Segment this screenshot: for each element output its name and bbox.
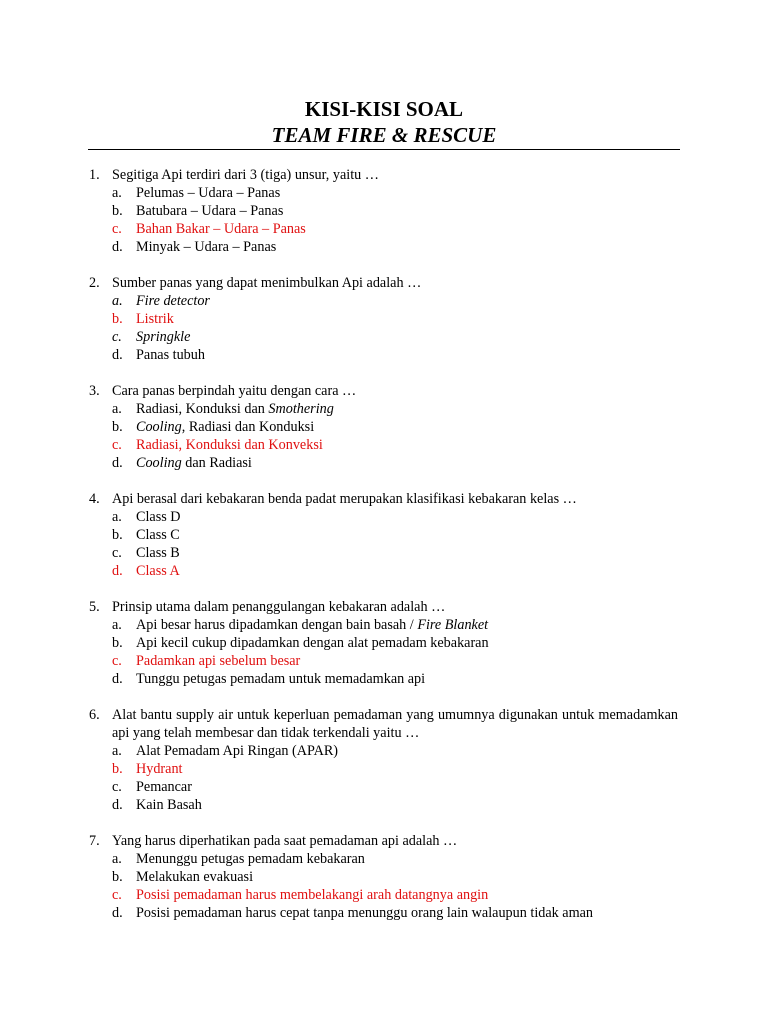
option-text: Cooling	[136, 455, 182, 471]
answer-option	[112, 328, 680, 346]
question-item	[88, 706, 680, 814]
option-text: Menunggu petugas pemadam kebakaran	[136, 851, 365, 867]
option-letter: a.	[112, 851, 122, 867]
answer-option-correct	[112, 886, 680, 904]
option-text: Api kecil cukup dipadamkan dengan alat pemadam kebakaran	[136, 635, 489, 651]
option-letter: d.	[112, 455, 123, 471]
option-text: Listrik	[136, 311, 174, 327]
option-letter: d.	[112, 347, 123, 363]
question-number: 1.	[89, 167, 100, 183]
answer-option-correct	[112, 562, 680, 580]
option-letter: c.	[112, 653, 122, 669]
document-subtitle: TEAM FIRE & RESCUE	[271, 123, 497, 147]
option-text: dan Radiasi	[181, 455, 252, 471]
option-text: Alat Pemadam Api Ringan (APAR)	[136, 743, 339, 759]
answer-option-correct	[112, 220, 680, 238]
answer-option	[112, 904, 680, 922]
answer-option	[112, 202, 680, 220]
option-letter: c.	[112, 437, 122, 453]
question-text: Prinsip utama dalam penanggulangan kebakaran adalah …	[112, 599, 446, 615]
question-number: 7.	[89, 833, 100, 849]
answer-option	[112, 346, 680, 364]
answer-option	[112, 508, 680, 526]
option-letter: b.	[112, 761, 123, 777]
answer-option	[112, 796, 680, 814]
answer-option	[112, 616, 680, 634]
option-letter: b.	[112, 419, 123, 435]
question-text: Api berasal dari kebakaran benda padat merupakan klasifikasi kebakaran kelas …	[112, 491, 577, 507]
answer-option	[112, 544, 680, 562]
option-letter: b.	[112, 311, 123, 327]
question-text: Segitiga Api terdiri dari 3 (tiga) unsur, yaitu …	[112, 167, 379, 183]
option-text: Class C	[136, 527, 180, 543]
answer-option	[112, 850, 680, 868]
question-item	[88, 598, 680, 688]
question-item	[88, 166, 680, 256]
question-item	[88, 490, 680, 580]
option-letter: a.	[112, 293, 123, 309]
option-text: Api besar harus dipadamkan dengan bain basah /	[136, 617, 418, 633]
option-text: Cooling	[136, 419, 182, 435]
question-text: Sumber panas yang dapat menimbulkan Api adalah …	[112, 275, 422, 291]
option-text: Class D	[136, 509, 181, 525]
option-text: Class A	[136, 563, 180, 579]
question-number: 3.	[89, 383, 100, 399]
option-letter: d.	[112, 797, 123, 813]
answer-option	[112, 400, 680, 418]
answer-option	[112, 184, 680, 202]
question-number: 4.	[89, 491, 100, 507]
question-list	[88, 166, 680, 940]
option-letter: a.	[112, 743, 122, 759]
option-text: Fire detector	[136, 293, 210, 309]
answer-option	[112, 454, 680, 472]
option-text: Posisi pemadaman harus cepat tanpa menunggu orang lain walaupun tidak aman	[136, 905, 594, 921]
question-text: Yang harus diperhatikan pada saat pemadaman api adalah …	[112, 833, 458, 849]
option-letter: d.	[112, 563, 123, 579]
answer-option	[112, 418, 680, 436]
option-text: Hydrant	[136, 761, 183, 777]
question-number: 6.	[89, 707, 100, 723]
option-letter: a.	[112, 509, 122, 525]
document-title: KISI-KISI SOAL	[304, 97, 464, 121]
option-text: Class B	[136, 545, 180, 561]
answer-option-correct	[112, 310, 680, 328]
option-text: Pelumas – Udara – Panas	[136, 185, 281, 201]
question-text: Cara panas berpindah yaitu dengan cara …	[112, 383, 357, 399]
option-letter: c.	[112, 779, 122, 795]
option-text: Bahan Bakar – Udara – Panas	[136, 221, 306, 237]
option-text: Panas tubuh	[136, 347, 205, 363]
answer-option	[112, 634, 680, 652]
option-letter: a.	[112, 401, 122, 417]
option-text: Radiasi, Konduksi dan Konveksi	[136, 437, 323, 453]
answer-option	[112, 742, 680, 760]
option-text: Fire Blanket	[417, 617, 489, 633]
option-text: Radiasi, Konduksi dan	[136, 401, 269, 417]
option-text: Tunggu petugas pemadam untuk memadamkan api	[136, 671, 426, 687]
option-text: Posisi pemadaman harus membelakangi arah datangnya angin	[136, 887, 489, 903]
option-text: Pemancar	[136, 779, 192, 795]
option-text: Padamkan api sebelum besar	[136, 653, 301, 669]
answer-option-correct	[112, 652, 680, 670]
question-number: 2.	[89, 275, 100, 291]
question-item	[88, 832, 680, 922]
option-text: Kain Basah	[136, 797, 202, 813]
question-text: Alat bantu supply air untuk keperluan pemadaman yang umumnya digunakan untuk memadamkan api yang telah membesar dan tidak terkendali yaitu …	[112, 707, 678, 741]
option-letter: c.	[112, 545, 122, 561]
option-letter: d.	[112, 239, 123, 255]
option-text: Batubara – Udara – Panas	[136, 203, 284, 219]
option-letter: b.	[112, 635, 123, 651]
option-text: Melakukan evakuasi	[136, 869, 254, 885]
answer-option	[112, 778, 680, 796]
answer-option	[112, 526, 680, 544]
answer-option	[112, 868, 680, 886]
option-letter: d.	[112, 905, 123, 921]
answer-option	[112, 238, 680, 256]
answer-option-correct	[112, 436, 680, 454]
question-item	[88, 382, 680, 472]
question-item	[88, 274, 680, 364]
option-letter: a.	[112, 185, 122, 201]
option-text: Smothering	[268, 401, 334, 417]
option-letter: a.	[112, 617, 122, 633]
option-letter: d.	[112, 671, 123, 687]
option-letter: b.	[112, 527, 123, 543]
option-letter: b.	[112, 869, 123, 885]
option-letter: c.	[112, 221, 122, 237]
option-letter: c.	[112, 329, 122, 345]
question-number: 5.	[89, 599, 100, 615]
title-underline	[88, 149, 680, 150]
answer-option-correct	[112, 760, 680, 778]
option-text: , Radiasi dan Konduksi	[181, 419, 315, 435]
option-letter: b.	[112, 203, 123, 219]
answer-option	[112, 670, 680, 688]
option-text: Minyak – Udara – Panas	[136, 239, 277, 255]
option-letter: c.	[112, 887, 122, 903]
answer-option	[112, 292, 680, 310]
option-text: Springkle	[136, 329, 191, 345]
